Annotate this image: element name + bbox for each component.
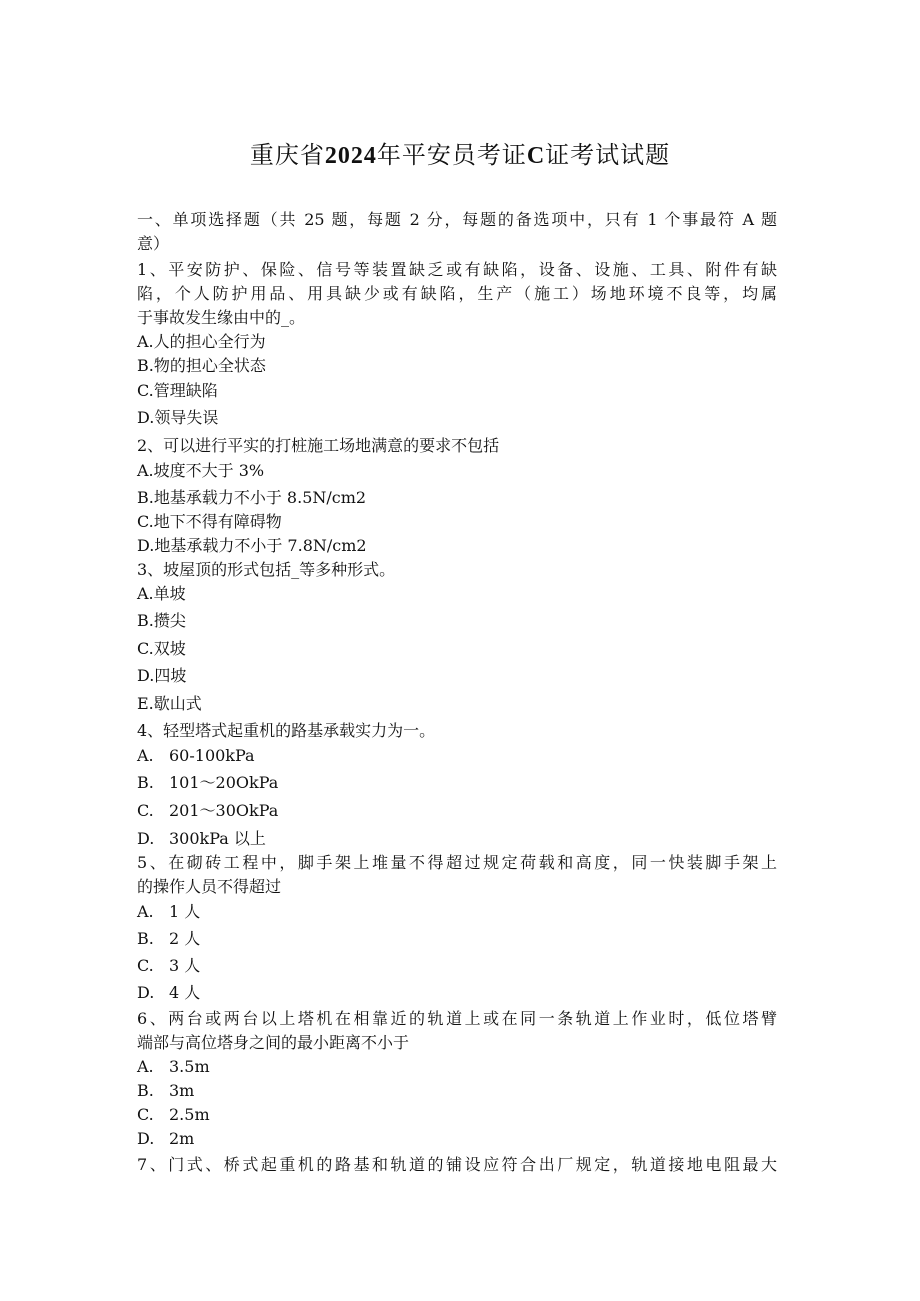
option-letter: C.: [137, 801, 154, 820]
option-letter: C.: [137, 1105, 154, 1124]
question-1-stem-line-3: 于事故发生缘由中的_。: [137, 308, 306, 327]
option-letter: A.: [137, 902, 154, 921]
question-5-stem-line-2: 的操作人员不得超过: [137, 877, 282, 896]
option-text: 1 人: [169, 902, 201, 921]
question-5-option-a: [137, 900, 777, 924]
option-text: 2 人: [169, 929, 201, 948]
title-year: 2024: [324, 143, 377, 169]
question-2-option-d: D.地基承载力不小于 7.8N∕cm2: [137, 536, 367, 555]
title-part-1: 重庆省: [249, 141, 325, 169]
option-text: 201～30OkPa: [169, 801, 279, 820]
question-5-option-b: [137, 927, 777, 951]
option-letter: D.: [137, 829, 155, 848]
option-letter: D.: [137, 983, 155, 1002]
question-3-option-a: A.单坡: [137, 584, 186, 603]
option-text: 4 人: [169, 983, 201, 1002]
question-2-stem: 2、可以进行平实的打桩施工场地满意的要求不包括: [137, 436, 500, 455]
option-text: 101～20OkPa: [169, 773, 279, 792]
question-5-option-d: [137, 981, 777, 1005]
question-6-option-c: [137, 1103, 777, 1127]
question-6-stem-line-2: 端部与高位塔身之间的最小距离不小于: [137, 1033, 410, 1052]
option-text: 3m: [169, 1081, 195, 1100]
option-letter: B.: [137, 1081, 154, 1100]
question-3-option-e: E.歇山式: [137, 694, 202, 713]
question-4-option-c: [137, 799, 777, 823]
option-text: 2.5m: [169, 1105, 210, 1124]
question-6-option-a: [137, 1055, 777, 1079]
title-part-3: 证考试试题: [545, 141, 671, 169]
question-1-stem-line-2: 陷，个人防护用品、用具缺少或有缺陷，生产（施工）场地环境不良等，均属: [137, 284, 777, 303]
question-1-option-c: C.管理缺陷: [137, 381, 218, 400]
option-letter: A.: [137, 746, 154, 765]
document-title: [0, 140, 920, 171]
question-4-option-b: [137, 771, 777, 795]
question-1-option-a: A.人的担心全行为: [137, 332, 266, 351]
question-3-option-b: B.攒尖: [137, 611, 186, 630]
section-header-line-2: 意）: [137, 234, 170, 253]
option-letter: B.: [137, 929, 154, 948]
option-letter: B.: [137, 773, 154, 792]
question-6-option-b: [137, 1079, 777, 1103]
question-3-option-d: D.四坡: [137, 666, 187, 685]
option-text: 3 人: [169, 956, 201, 975]
question-4-option-d: [137, 827, 777, 851]
question-2-option-c: C.地下不得有障碍物: [137, 512, 282, 531]
question-6-option-d: [137, 1127, 777, 1151]
option-text: 300kPa 以上: [169, 829, 266, 848]
question-1-option-b: B.物的担心全状态: [137, 356, 266, 375]
question-2-option-b: B.地基承载力不小于 8.5N∕cm2: [137, 488, 367, 507]
question-5-stem-line-1: 5、在砌砖工程中，脚手架上堆量不得超过规定荷载和高度，同一快装脚手架上: [137, 853, 777, 872]
option-letter: A.: [137, 1057, 154, 1076]
question-4-option-a: [137, 744, 777, 768]
section-header-line-1: 一、单项选择题（共 25 题，每题 2 分，每题的备选项中，只有 1 个事最符 A 题: [137, 210, 777, 229]
question-4-stem: 4、轻型塔式起重机的路基承载实力为一。: [137, 721, 436, 740]
title-part-2: 年平安员考证: [376, 141, 527, 169]
option-letter: C.: [137, 956, 154, 975]
question-5-option-c: [137, 954, 777, 978]
title-grade: C: [526, 143, 546, 169]
question-6-stem-line-1: 6、两台或两台以上塔机在相靠近的轨道上或在同一条轨道上作业时，低位塔臂: [137, 1009, 777, 1028]
option-text: 60-100kPa: [169, 746, 255, 765]
question-7-stem-line-1: 7、门式、桥式起重机的路基和轨道的铺设应符合出厂规定，轨道接地电阻最大: [137, 1155, 777, 1174]
question-3-stem: 3、坡屋顶的形式包括_等多种形式。: [137, 560, 396, 579]
question-1-option-d: D.领导失误: [137, 408, 219, 427]
question-2-option-a: A.坡度不大于 3%: [137, 461, 265, 480]
option-text: 2m: [169, 1129, 195, 1148]
option-letter: D.: [137, 1129, 155, 1148]
question-1-stem-line-1: 1、平安防护、保险、信号等装置缺乏或有缺陷，设备、设施、工具、附件有缺: [137, 260, 777, 279]
option-text: 3.5m: [169, 1057, 210, 1076]
question-3-option-c: C.双坡: [137, 639, 186, 658]
